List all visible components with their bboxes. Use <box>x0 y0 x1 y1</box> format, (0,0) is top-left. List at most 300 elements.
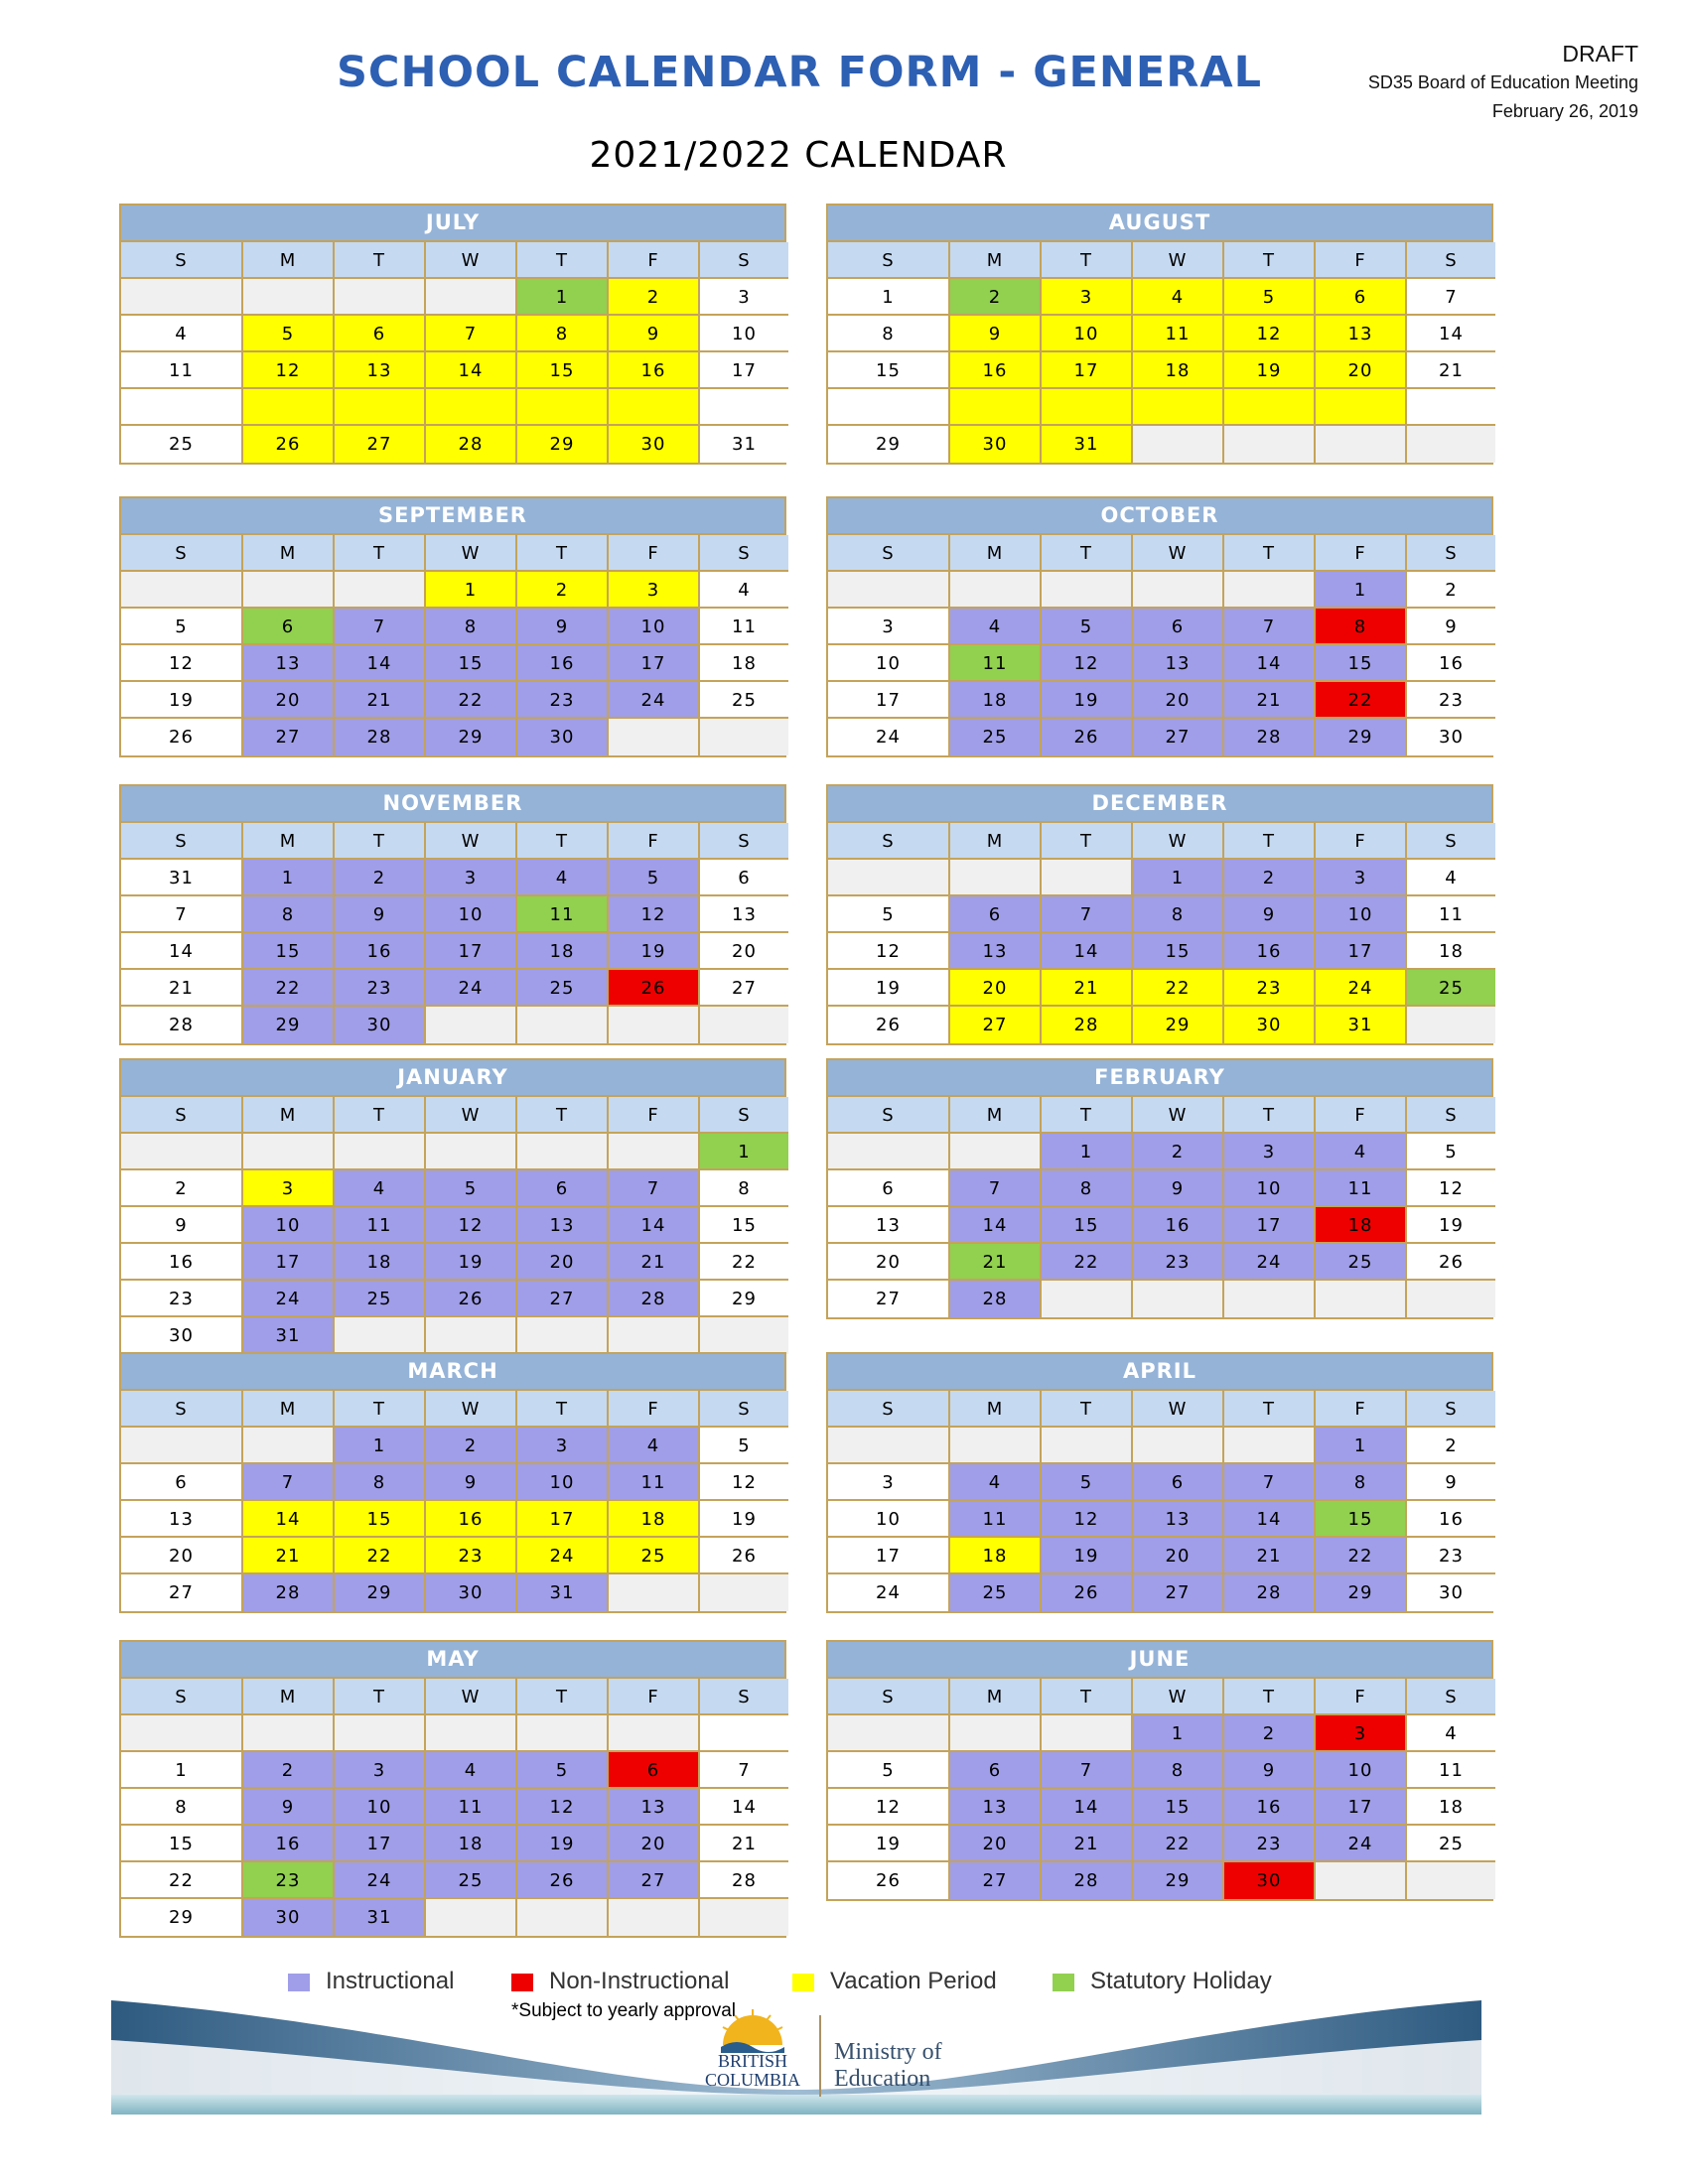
day-cell: 3 <box>828 1464 950 1501</box>
day-cell: 7 <box>1224 609 1316 645</box>
empty-day-cell <box>517 1317 609 1354</box>
weekday-header: T <box>1042 823 1133 860</box>
day-cell: 18 <box>1407 933 1495 970</box>
empty-day-cell <box>1224 572 1316 609</box>
legend-vacation-label: Vacation Period <box>830 1968 997 1994</box>
day-cell: 18 <box>700 645 788 682</box>
day-cell: 6 <box>700 860 788 896</box>
day-cell: 25 <box>1407 1826 1495 1862</box>
empty-day-cell <box>1224 1281 1316 1317</box>
weekday-header: T <box>335 1097 426 1134</box>
weekday-header: W <box>1133 1679 1224 1715</box>
weekday-header: S <box>700 1679 788 1715</box>
day-cell: 27 <box>1133 719 1224 755</box>
day-cell: 18 <box>517 933 609 970</box>
day-cell: 22 <box>1133 970 1224 1007</box>
day-cell: 13 <box>950 1789 1042 1826</box>
day-cell: 21 <box>243 1538 335 1574</box>
day-cell: 9 <box>243 1789 335 1826</box>
day-cell: 25 <box>609 1538 700 1574</box>
empty-day-cell <box>950 389 1042 426</box>
day-cell: 28 <box>426 426 517 463</box>
weekday-header: F <box>1316 242 1407 279</box>
month-days-grid <box>121 1679 784 1936</box>
month-days-grid <box>828 823 1491 1043</box>
day-cell: 25 <box>335 1281 426 1317</box>
weekday-header: M <box>950 823 1042 860</box>
day-cell: 4 <box>121 316 243 352</box>
empty-day-cell <box>243 279 335 316</box>
empty-day-cell <box>335 572 426 609</box>
day-cell: 15 <box>700 1207 788 1244</box>
weekday-header: T <box>1042 1097 1133 1134</box>
weekday-header: S <box>828 1097 950 1134</box>
day-cell: 23 <box>1407 682 1495 719</box>
weekday-header: W <box>426 823 517 860</box>
day-cell: 16 <box>517 645 609 682</box>
ministry-wordmark <box>834 2039 942 2093</box>
day-cell: 5 <box>828 896 950 933</box>
weekday-header: S <box>121 823 243 860</box>
day-cell: 28 <box>1042 1862 1133 1899</box>
day-cell: 31 <box>335 1899 426 1936</box>
empty-day-cell <box>335 1317 426 1354</box>
weekday-header: T <box>517 1679 609 1715</box>
weekday-header: S <box>1407 242 1495 279</box>
day-cell: 5 <box>121 609 243 645</box>
day-cell: 19 <box>1042 1538 1133 1574</box>
empty-day-cell <box>1316 1862 1407 1899</box>
day-cell: 24 <box>609 682 700 719</box>
day-cell: 1 <box>700 1134 788 1170</box>
calendar-subtitle: 2021/2022 CALENDAR <box>589 135 1008 176</box>
empty-day-cell <box>1407 389 1495 426</box>
day-cell: 26 <box>243 426 335 463</box>
empty-day-cell <box>121 1134 243 1170</box>
empty-day-cell <box>1042 860 1133 896</box>
day-cell: 20 <box>950 1826 1042 1862</box>
day-cell: 12 <box>1042 1501 1133 1538</box>
bc-wordmark <box>698 2052 807 2090</box>
day-cell: 6 <box>121 1464 243 1501</box>
day-cell: 15 <box>517 352 609 389</box>
day-cell: 1 <box>1133 1715 1224 1752</box>
month-title: OCTOBER <box>828 498 1491 535</box>
day-cell: 9 <box>1133 1170 1224 1207</box>
day-cell: 6 <box>950 1752 1042 1789</box>
day-cell: 16 <box>426 1501 517 1538</box>
empty-day-cell <box>1042 572 1133 609</box>
empty-day-cell <box>243 1715 335 1752</box>
empty-day-cell <box>609 1715 700 1752</box>
month-days-grid <box>828 535 1491 755</box>
day-cell: 17 <box>335 1826 426 1862</box>
day-cell: 8 <box>828 316 950 352</box>
weekday-header: S <box>121 535 243 572</box>
day-cell: 28 <box>121 1007 243 1043</box>
empty-day-cell <box>609 1574 700 1611</box>
day-cell: 19 <box>426 1244 517 1281</box>
day-cell: 27 <box>950 1007 1042 1043</box>
day-cell: 19 <box>609 933 700 970</box>
day-cell: 15 <box>828 352 950 389</box>
empty-day-cell <box>426 1317 517 1354</box>
weekday-header: F <box>609 535 700 572</box>
weekday-header: M <box>950 1097 1042 1134</box>
vacation-swatch <box>792 1974 814 1991</box>
day-cell: 8 <box>700 1170 788 1207</box>
day-cell: 27 <box>517 1281 609 1317</box>
weekday-header: W <box>426 1097 517 1134</box>
day-cell: 31 <box>700 426 788 463</box>
day-cell: 3 <box>1316 1715 1407 1752</box>
day-cell: 5 <box>1224 279 1316 316</box>
day-cell: 9 <box>1407 1464 1495 1501</box>
day-cell: 5 <box>517 1752 609 1789</box>
day-cell: 30 <box>517 719 609 755</box>
empty-day-cell <box>700 1317 788 1354</box>
day-cell: 30 <box>243 1899 335 1936</box>
day-cell: 8 <box>335 1464 426 1501</box>
empty-day-cell <box>1133 572 1224 609</box>
month-days-grid <box>828 242 1491 463</box>
empty-day-cell <box>121 1428 243 1464</box>
weekday-header: T <box>335 242 426 279</box>
empty-day-cell <box>426 279 517 316</box>
month-february <box>826 1058 1493 1319</box>
weekday-header: T <box>1224 1391 1316 1428</box>
day-cell: 13 <box>335 352 426 389</box>
day-cell: 30 <box>1407 719 1495 755</box>
weekday-header: S <box>121 1097 243 1134</box>
day-cell: 11 <box>950 1501 1042 1538</box>
day-cell: 3 <box>1042 279 1133 316</box>
day-cell: 8 <box>1316 1464 1407 1501</box>
empty-day-cell <box>950 1428 1042 1464</box>
weekday-header: S <box>1407 535 1495 572</box>
day-cell: 18 <box>335 1244 426 1281</box>
day-cell: 15 <box>1316 645 1407 682</box>
day-cell: 26 <box>517 1862 609 1899</box>
day-cell: 5 <box>828 1752 950 1789</box>
day-cell: 27 <box>121 1574 243 1611</box>
day-cell: 14 <box>243 1501 335 1538</box>
empty-day-cell <box>609 1317 700 1354</box>
weekday-header: F <box>609 1391 700 1428</box>
legend-vacation <box>792 1968 997 1995</box>
empty-day-cell <box>121 572 243 609</box>
day-cell: 21 <box>1407 352 1495 389</box>
day-cell: 29 <box>426 719 517 755</box>
day-cell: 12 <box>1042 645 1133 682</box>
day-cell: 2 <box>243 1752 335 1789</box>
day-cell: 28 <box>700 1862 788 1899</box>
day-cell: 25 <box>121 426 243 463</box>
month-title: JULY <box>121 205 784 242</box>
legend-instructional <box>288 1968 454 1995</box>
day-cell: 28 <box>1224 719 1316 755</box>
weekday-header: T <box>517 1097 609 1134</box>
day-cell: 29 <box>121 1899 243 1936</box>
day-cell: 24 <box>828 1574 950 1611</box>
weekday-header: S <box>700 823 788 860</box>
day-cell: 17 <box>609 645 700 682</box>
day-cell: 7 <box>335 609 426 645</box>
weekday-header: M <box>950 535 1042 572</box>
day-cell: 12 <box>828 1789 950 1826</box>
day-cell: 29 <box>1133 1862 1224 1899</box>
day-cell: 10 <box>828 645 950 682</box>
weekday-header: T <box>335 823 426 860</box>
empty-day-cell <box>243 1134 335 1170</box>
month-days-grid <box>828 1679 1491 1899</box>
logo-separator <box>819 2015 821 2097</box>
empty-day-cell <box>1316 389 1407 426</box>
month-title: JUNE <box>828 1642 1491 1679</box>
empty-day-cell <box>1042 1281 1133 1317</box>
day-cell: 31 <box>1042 426 1133 463</box>
day-cell: 5 <box>700 1428 788 1464</box>
weekday-header: M <box>243 823 335 860</box>
day-cell: 4 <box>1407 1715 1495 1752</box>
day-cell: 30 <box>1224 1862 1316 1899</box>
day-cell: 28 <box>1042 1007 1133 1043</box>
empty-day-cell <box>426 389 517 426</box>
day-cell: 27 <box>335 426 426 463</box>
day-cell: 12 <box>1224 316 1316 352</box>
day-cell: 13 <box>700 896 788 933</box>
weekday-header: T <box>1042 242 1133 279</box>
weekday-header: T <box>517 823 609 860</box>
month-title: JANUARY <box>121 1060 784 1097</box>
day-cell: 4 <box>700 572 788 609</box>
day-cell: 16 <box>121 1244 243 1281</box>
empty-day-cell <box>1407 426 1495 463</box>
day-cell: 17 <box>828 1538 950 1574</box>
day-cell: 30 <box>1224 1007 1316 1043</box>
day-cell: 11 <box>121 352 243 389</box>
month-december <box>826 784 1493 1045</box>
empty-day-cell <box>828 860 950 896</box>
day-cell: 25 <box>700 682 788 719</box>
day-cell: 27 <box>1133 1574 1224 1611</box>
day-cell: 6 <box>1316 279 1407 316</box>
empty-day-cell <box>700 1899 788 1936</box>
weekday-header: S <box>121 1679 243 1715</box>
day-cell: 16 <box>609 352 700 389</box>
weekday-header: T <box>1224 823 1316 860</box>
ministry-line-1: Ministry of <box>834 2039 942 2065</box>
weekday-header: F <box>1316 823 1407 860</box>
day-cell: 12 <box>828 933 950 970</box>
day-cell: 18 <box>950 1538 1042 1574</box>
day-cell: 2 <box>517 572 609 609</box>
month-title: MAY <box>121 1642 784 1679</box>
day-cell: 8 <box>517 316 609 352</box>
day-cell: 10 <box>1224 1170 1316 1207</box>
day-cell: 31 <box>121 860 243 896</box>
day-cell: 24 <box>335 1862 426 1899</box>
day-cell: 4 <box>1407 860 1495 896</box>
month-days-grid <box>121 535 784 755</box>
month-july <box>119 204 786 465</box>
day-cell: 14 <box>1042 1789 1133 1826</box>
day-cell: 12 <box>609 896 700 933</box>
day-cell: 14 <box>121 933 243 970</box>
bc-line-1: BRITISH <box>717 2051 787 2071</box>
day-cell: 19 <box>517 1826 609 1862</box>
day-cell: 21 <box>950 1244 1042 1281</box>
day-cell: 11 <box>700 609 788 645</box>
day-cell: 14 <box>950 1207 1042 1244</box>
day-cell: 30 <box>121 1317 243 1354</box>
day-cell: 11 <box>609 1464 700 1501</box>
empty-day-cell <box>1133 389 1224 426</box>
day-cell: 28 <box>243 1574 335 1611</box>
day-cell: 31 <box>517 1574 609 1611</box>
meeting-date: February 26, 2019 <box>1491 101 1638 121</box>
day-cell: 9 <box>1224 1752 1316 1789</box>
empty-day-cell <box>1407 1007 1495 1043</box>
day-cell: 14 <box>335 645 426 682</box>
day-cell: 27 <box>609 1862 700 1899</box>
day-cell: 25 <box>950 1574 1042 1611</box>
day-cell: 17 <box>1042 352 1133 389</box>
weekday-header: T <box>335 1391 426 1428</box>
day-cell: 2 <box>1133 1134 1224 1170</box>
day-cell: 9 <box>517 609 609 645</box>
day-cell: 10 <box>517 1464 609 1501</box>
day-cell: 9 <box>1407 609 1495 645</box>
day-cell: 5 <box>1042 609 1133 645</box>
day-cell: 4 <box>950 609 1042 645</box>
non-instructional-swatch <box>511 1974 533 1991</box>
empty-day-cell <box>426 1134 517 1170</box>
day-cell: 5 <box>1407 1134 1495 1170</box>
empty-day-cell <box>1224 1428 1316 1464</box>
day-cell: 23 <box>1224 970 1316 1007</box>
day-cell: 15 <box>121 1826 243 1862</box>
legend-statutory <box>1053 1968 1272 1995</box>
day-cell: 3 <box>426 860 517 896</box>
weekday-header: T <box>1042 1391 1133 1428</box>
day-cell: 1 <box>517 279 609 316</box>
empty-day-cell <box>950 572 1042 609</box>
day-cell: 22 <box>335 1538 426 1574</box>
day-cell: 1 <box>121 1752 243 1789</box>
day-cell: 19 <box>700 1501 788 1538</box>
month-title: DECEMBER <box>828 786 1491 823</box>
day-cell: 14 <box>700 1789 788 1826</box>
weekday-header: M <box>243 535 335 572</box>
day-cell: 17 <box>517 1501 609 1538</box>
empty-day-cell <box>517 1899 609 1936</box>
day-cell: 26 <box>1042 719 1133 755</box>
day-cell: 4 <box>426 1752 517 1789</box>
day-cell: 3 <box>828 609 950 645</box>
month-title: MARCH <box>121 1354 784 1391</box>
weekday-header: T <box>1042 1679 1133 1715</box>
day-cell: 30 <box>609 426 700 463</box>
weekday-header: M <box>950 1391 1042 1428</box>
day-cell: 8 <box>1316 609 1407 645</box>
weekday-header: S <box>1407 1391 1495 1428</box>
day-cell: 12 <box>700 1464 788 1501</box>
day-cell: 11 <box>1407 896 1495 933</box>
day-cell: 23 <box>121 1281 243 1317</box>
weekday-header: W <box>426 1391 517 1428</box>
day-cell: 14 <box>426 352 517 389</box>
weekday-header: T <box>517 535 609 572</box>
day-cell: 6 <box>517 1170 609 1207</box>
weekday-header: M <box>243 1391 335 1428</box>
day-cell: 10 <box>609 609 700 645</box>
day-cell: 12 <box>517 1789 609 1826</box>
empty-day-cell <box>1316 426 1407 463</box>
day-cell: 27 <box>243 719 335 755</box>
weekday-header: M <box>950 1679 1042 1715</box>
empty-day-cell <box>121 389 243 426</box>
day-cell: 7 <box>1042 1752 1133 1789</box>
empty-day-cell <box>1042 1428 1133 1464</box>
day-cell: 20 <box>828 1244 950 1281</box>
day-cell: 6 <box>243 609 335 645</box>
day-cell: 7 <box>1407 279 1495 316</box>
day-cell: 22 <box>121 1862 243 1899</box>
day-cell: 28 <box>950 1281 1042 1317</box>
day-cell: 17 <box>828 682 950 719</box>
day-cell: 2 <box>121 1170 243 1207</box>
day-cell: 19 <box>1042 682 1133 719</box>
day-cell: 1 <box>1316 1428 1407 1464</box>
empty-day-cell <box>950 860 1042 896</box>
month-days-grid <box>121 823 784 1043</box>
empty-day-cell <box>426 1899 517 1936</box>
empty-day-cell <box>517 1715 609 1752</box>
day-cell: 19 <box>121 682 243 719</box>
day-cell: 15 <box>1042 1207 1133 1244</box>
day-cell: 21 <box>700 1826 788 1862</box>
day-cell: 10 <box>1316 1752 1407 1789</box>
weekday-header: F <box>1316 1097 1407 1134</box>
day-cell: 25 <box>426 1862 517 1899</box>
day-cell: 4 <box>335 1170 426 1207</box>
month-august <box>826 204 1493 465</box>
weekday-header: F <box>1316 535 1407 572</box>
weekday-header: T <box>517 242 609 279</box>
day-cell: 4 <box>609 1428 700 1464</box>
day-cell: 24 <box>426 970 517 1007</box>
empty-day-cell <box>1133 426 1224 463</box>
day-cell: 21 <box>1042 1826 1133 1862</box>
day-cell: 26 <box>828 1007 950 1043</box>
day-cell: 17 <box>1224 1207 1316 1244</box>
day-cell: 8 <box>243 896 335 933</box>
month-october <box>826 496 1493 757</box>
day-cell: 29 <box>243 1007 335 1043</box>
day-cell: 27 <box>950 1862 1042 1899</box>
empty-day-cell <box>1224 389 1316 426</box>
day-cell: 3 <box>517 1428 609 1464</box>
weekday-header: T <box>1224 242 1316 279</box>
day-cell: 15 <box>243 933 335 970</box>
day-cell: 23 <box>1224 1826 1316 1862</box>
day-cell: 19 <box>1224 352 1316 389</box>
month-days-grid <box>828 1391 1491 1611</box>
day-cell: 21 <box>609 1244 700 1281</box>
day-cell: 22 <box>1316 1538 1407 1574</box>
day-cell: 19 <box>1407 1207 1495 1244</box>
